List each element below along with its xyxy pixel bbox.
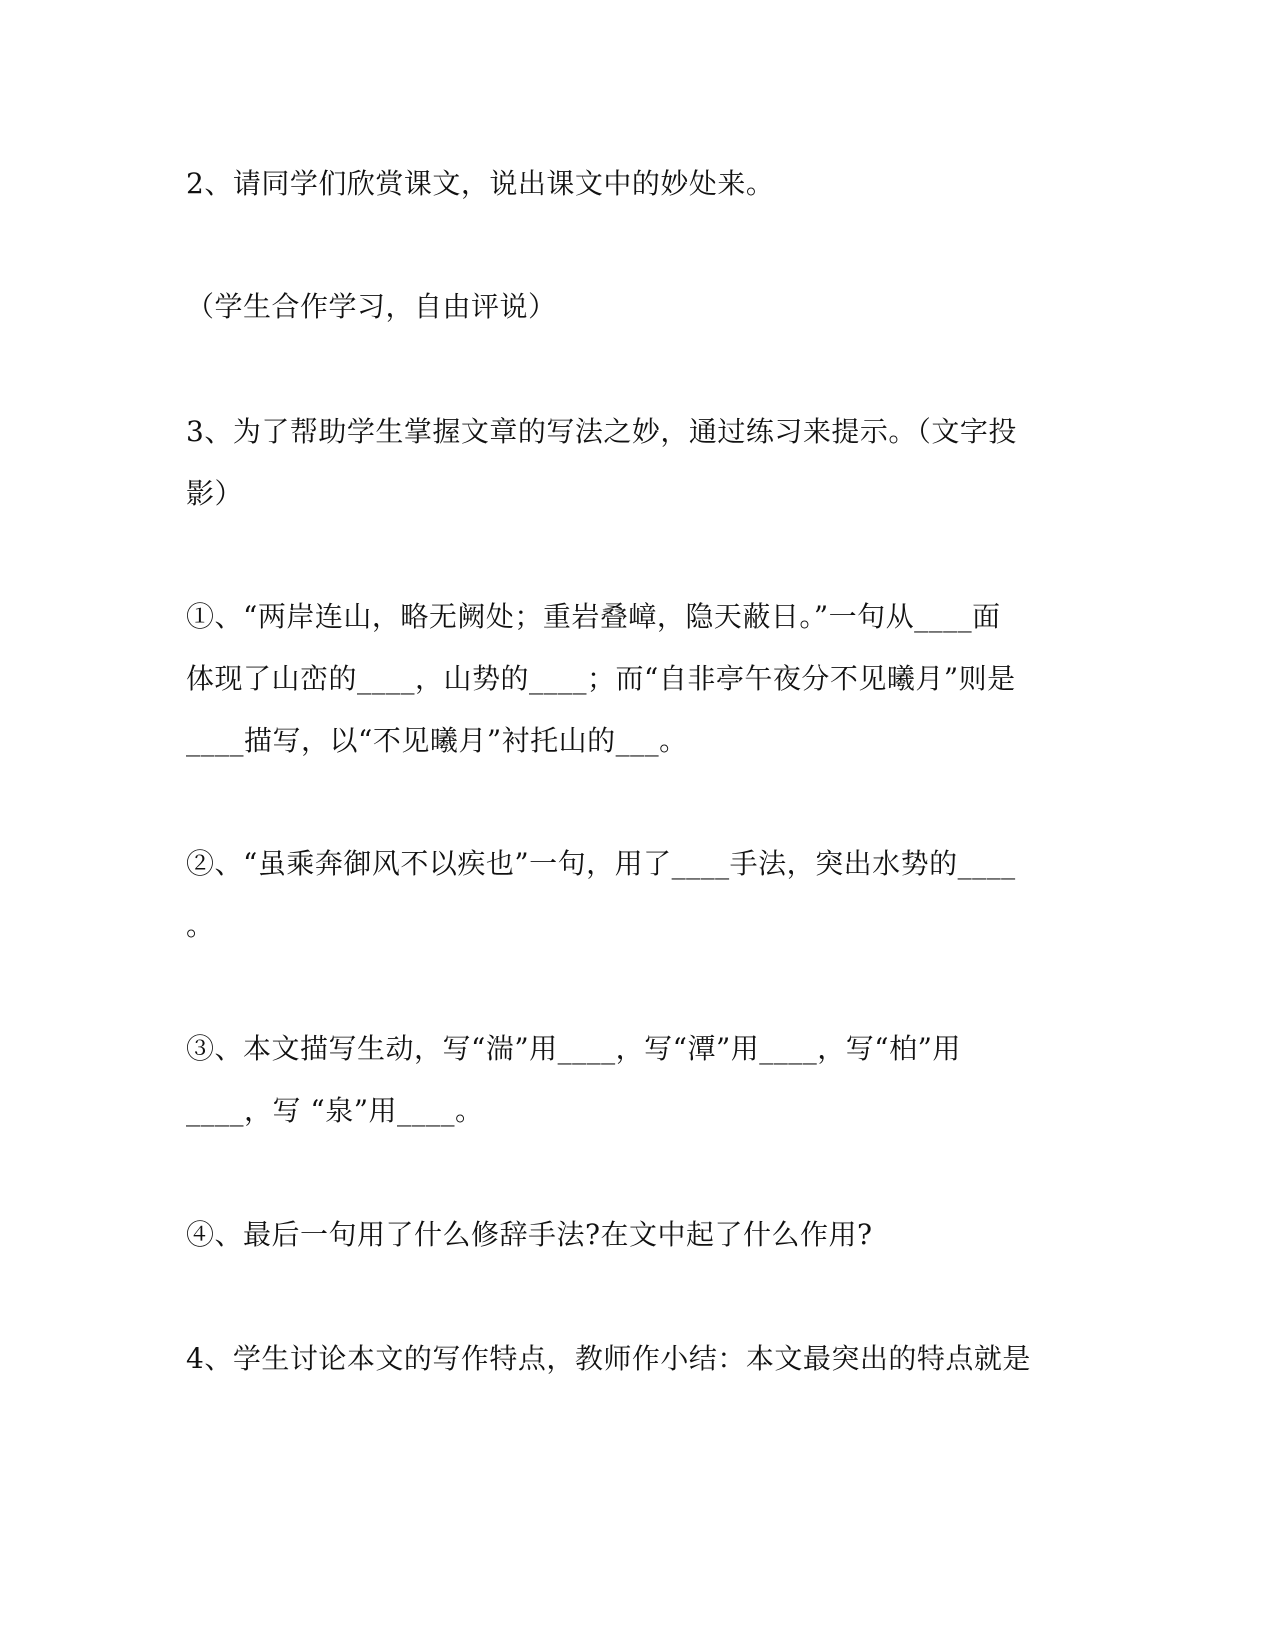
paragraph-student-note: （学生合作学习，自由评说） [186,290,557,323]
paragraph-2-question: 2、请同学们欣赏课文，说出课文中的妙处来。 [186,167,775,200]
paragraph-3-line-2: 影） [186,477,244,510]
paragraph-4: 4、学生讨论本文的写作特点，教师作小结：本文最突出的特点就是 [186,1342,1031,1375]
paragraph-3-line-1: 3、为了帮助学生掌握文章的写法之妙，通过练习来提示。（文字投 [186,415,1017,448]
exercise-2-line-1: ②、“虽乘奔御风不以疾也”一句，用了____手法，突出水势的____ [186,847,1016,880]
exercise-1-line-3: ____描写，以“不见曦月”衬托山的___。 [186,724,688,757]
exercise-3-line-2: ____，写 “泉”用____。 [186,1094,484,1127]
exercise-2-line-2: 。 [186,909,215,942]
exercise-3-line-1: ③、本文描写生动，写“湍”用____，写“潭”用____，写“柏”用 [186,1032,961,1065]
exercise-1-line-2: 体现了山峦的____，山势的____；而“自非亭午夜分不见曦月”则是 [186,662,1016,695]
exercise-4: ④、最后一句用了什么修辞手法?在文中起了什么作用? [186,1218,873,1251]
exercise-1-line-1: ①、“两岸连山，略无阙处；重岩叠嶂，隐天蔽日。”一句从____面 [186,600,1001,633]
